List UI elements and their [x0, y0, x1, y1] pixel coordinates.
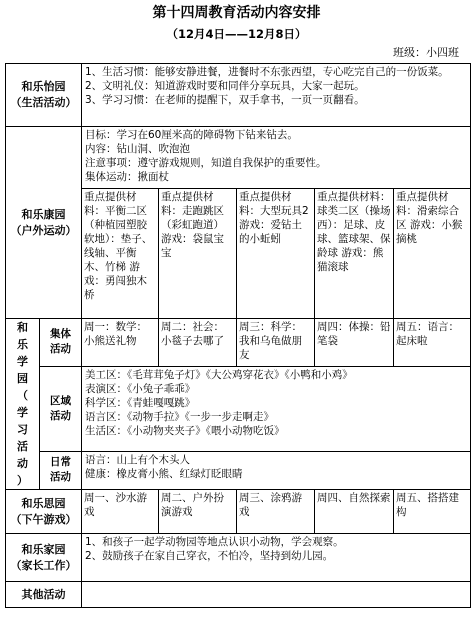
hekang-area-2: 重点提供材料：走跑跳区（彩虹跑道）游戏：袋鼠宝宝 [159, 189, 237, 319]
hekang-area-5: 重点提供材料：滑索综合区 游戏：小猴摘桃 [394, 189, 471, 319]
row-hexue-area [6, 366, 471, 451]
daily-label-line: 活动 [50, 471, 71, 484]
hekang-area-1: 重点提供材料：平衡二区（种植园塑胶软地）：垫子、线轴、平衡木、竹梯 游戏：勇闯独木桥 [82, 189, 159, 319]
hexue-char: 活 [17, 440, 28, 453]
hexue-char: 园 [17, 372, 28, 385]
hexue-char: （ [17, 389, 28, 402]
collective-monday: 周一：数学：小熊送礼物 [82, 319, 159, 367]
date-range: （12月4日——12月8日） [166, 27, 307, 41]
hexue-char: 乐 [17, 338, 28, 351]
daily-activity-content [82, 451, 471, 489]
area-activity-line: 表演区：《小兔子乖乖》 [85, 382, 196, 395]
hexue-char: ） [17, 474, 28, 487]
heyi-item: 2、文明礼仪：知道游戏时要和同伴分享玩具，大家一起玩。 [85, 80, 365, 92]
section-label-hexue [6, 319, 40, 490]
area-activity-label-line: 活动 [50, 409, 71, 422]
row-other [6, 582, 471, 608]
hesi-name: 和乐思园 [21, 496, 66, 510]
hesi-tuesday: 周二、户外扮演游戏 [159, 490, 237, 534]
hekang-goals [82, 127, 471, 189]
class-label: 班级：小四班 [393, 46, 459, 59]
hekang-area-4: 重点提供材料：球类二区（操场西）：足球、皮球、篮球架、保龄球 游戏：熊猫滚球 [315, 189, 394, 319]
row-hekang-top [6, 127, 471, 189]
hesi-monday: 周一、沙水游戏 [82, 490, 159, 534]
area-activity-label [40, 366, 82, 451]
hesi-type: （下午游戏） [10, 512, 77, 526]
daily-activity-label [40, 451, 82, 489]
area-activity-line: 语言区：《动物手拉》《一步一步走啊走》 [85, 410, 274, 423]
collective-thursday: 周四：体操：铅笔袋 [315, 319, 394, 367]
heyi-item: 3、学习习惯：在老师的提醒下，双手拿书，一页一页翻看。 [85, 94, 365, 106]
hekang-notes-line: 注意事项：遵守游戏规则，知道自我保护的重要性。 [85, 157, 327, 169]
daily-label-line: 日常 [50, 456, 71, 469]
hekang-group-line: 集体运动：揪面杖 [85, 171, 169, 183]
section-label-other: 其他活动 [6, 582, 82, 608]
area-activity-content [82, 366, 471, 451]
hekang-content-line: 内容：钻山洞、吹泡泡 [85, 143, 190, 155]
hejia-item: 1、和孩子一起学动物园等地点认识小动物，学会观察。 [85, 536, 344, 548]
hesi-friday: 周五、搭搭建构 [394, 490, 471, 534]
hejia-type: （家长工作） [10, 558, 77, 572]
collective-label-line: 活动 [50, 343, 71, 356]
collective-tuesday: 周二：社会：小毯子去哪了 [159, 319, 237, 367]
hexue-char: 和 [17, 321, 28, 334]
collective-wednesday: 周三：科学：我和乌龟做朋友 [237, 319, 315, 367]
section-label-hesi [6, 490, 82, 534]
hekang-type: （户外运动） [10, 223, 77, 237]
row-hejia [6, 534, 471, 582]
hexue-char: 习 [17, 423, 28, 436]
hesi-thursday: 周四、自然探索 [315, 490, 394, 534]
hejia-item: 2、鼓励孩子在家自己穿衣，不怕冷，坚持到幼儿园。 [85, 550, 334, 562]
hexue-char: 学 [17, 355, 28, 368]
row-hexue-daily [6, 451, 471, 489]
heyi-content [82, 64, 471, 127]
hekang-name: 和乐康园 [21, 207, 66, 221]
hexue-char: 动 [17, 457, 28, 470]
page-title: 第十四周教育活动内容安排 [152, 5, 321, 21]
heyi-type: （生活活动） [10, 96, 77, 109]
section-label-heyi [6, 64, 82, 127]
section-label-hejia [6, 534, 82, 582]
daily-line: 语言：山上有个木头人 [85, 453, 190, 466]
area-activity-line: 科学区：《青蛙嘎嘎跳》 [85, 396, 196, 409]
daily-line: 健康：橡皮膏小熊、红绿灯眨眼睛 [85, 467, 243, 480]
row-hesi [6, 490, 471, 534]
hesi-wednesday: 周三、涂鸦游戏 [237, 490, 315, 534]
hekang-area-3: 重点提供材料：大型玩具2 游戏：爱钻土的小蚯蚓 [237, 189, 315, 319]
schedule-table [5, 63, 471, 608]
row-hexue-collective [6, 319, 471, 367]
area-activity-line: 生活区：《小动物夹夹子》《喂小动物吃饭》 [85, 424, 285, 437]
section-label-hekang [6, 127, 82, 319]
collective-label-line: 集体 [50, 328, 71, 341]
row-heyi [6, 64, 471, 127]
hejia-content [82, 534, 471, 582]
collective-friday: 周五：语言：起床啦 [394, 319, 471, 367]
other-content [82, 582, 471, 608]
hejia-name: 和乐家园 [21, 542, 66, 556]
heyi-name: 和乐怡园 [21, 80, 66, 93]
heyi-item: 1、生活习惯：能够安静进餐，进餐时不东张西望，专心吃完自己的一份饭菜。 [85, 66, 449, 78]
collective-label [40, 319, 82, 367]
area-activity-label-line: 区域 [50, 394, 71, 407]
hexue-char: 学 [17, 406, 28, 419]
hekang-goal-line: 目标：学习在60厘米高的障碍物下钻来钻去。 [85, 129, 298, 141]
area-activity-line: 美工区：《毛茸茸兔子灯》《大公鸡穿花衣》《小鸭和小鸡》 [85, 368, 353, 381]
